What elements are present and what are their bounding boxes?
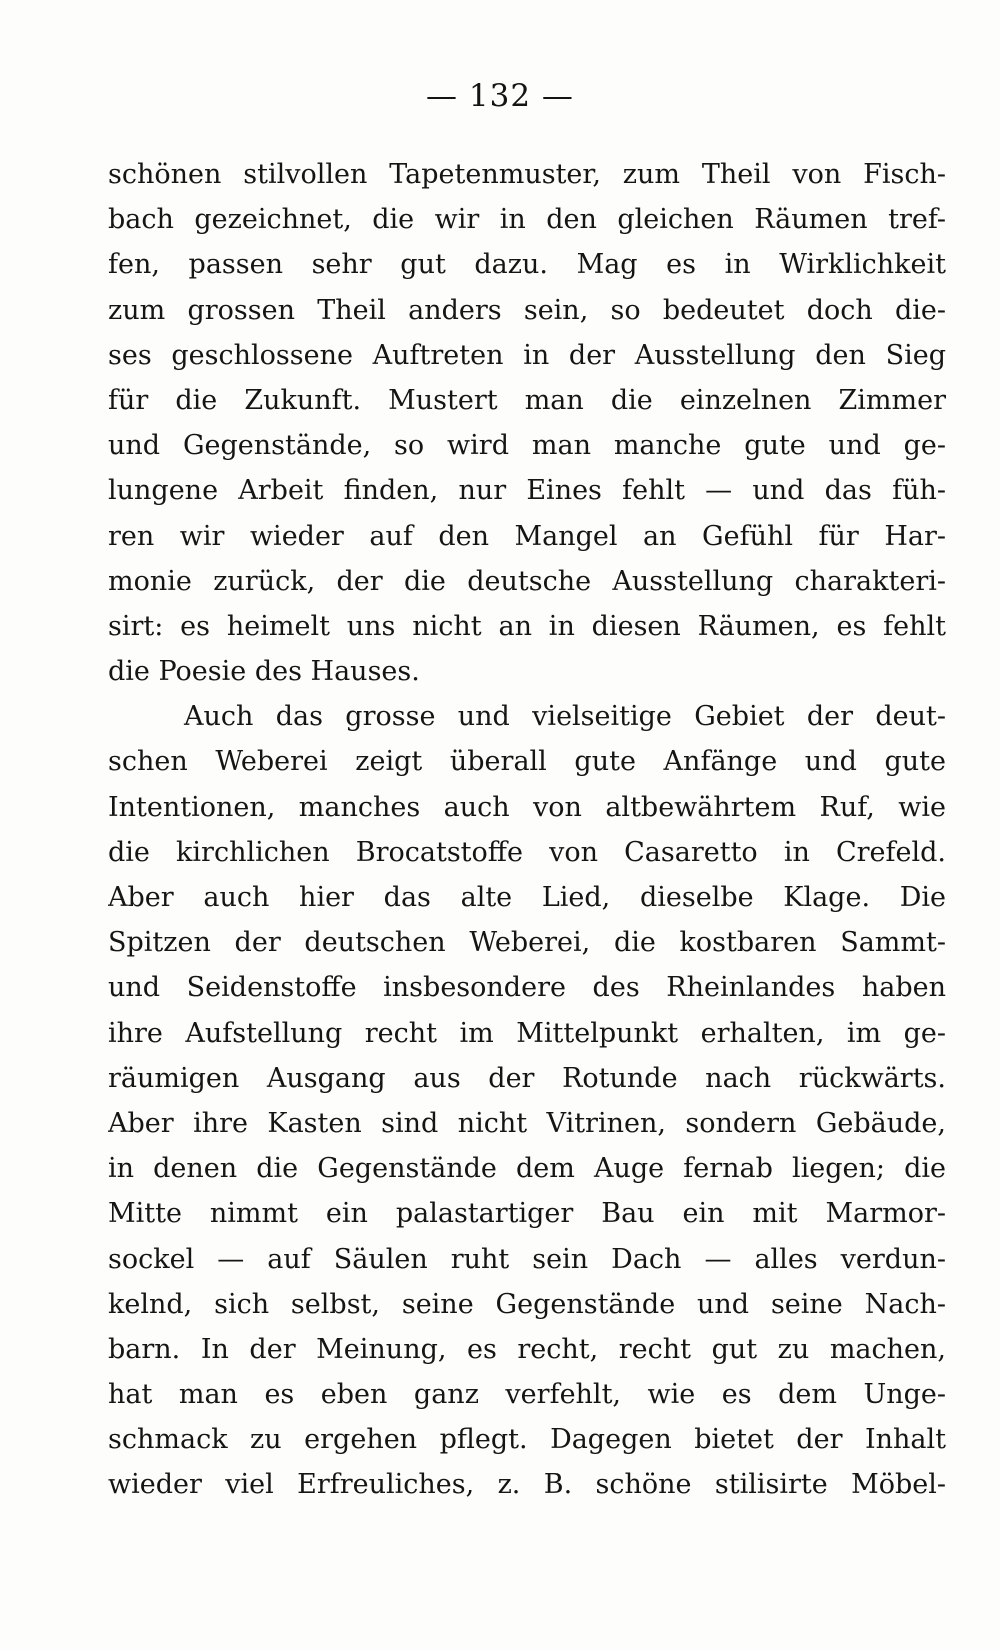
text-line-24: Mitte nimmt ein palastartiger Bau ein mit Marmor- (108, 1198, 946, 1230)
text-line-17: Aber auch hier das alte Lied, dieselbe Klage. Die (108, 882, 946, 913)
text-line-1: schönen stilvollen Tapetenmuster, zum Theil von Fisch- (108, 159, 946, 190)
text-line-22: Aber ihre Kasten sind nicht Vitrinen, sondern Gebäude, (108, 1107, 946, 1139)
text-line-4: zum grossen Theil anders sein, so bedeutet doch die- (108, 294, 946, 326)
text-line-26: kelnd, sich selbst, seine Gegenstände und seine Nach- (108, 1288, 946, 1320)
text-line-9: ren wir wieder auf den Mangel an Gefühl für Har- (108, 520, 946, 552)
text-line-23: in denen die Gegenstände dem Auge fernab liegen; die (108, 1153, 946, 1185)
text-line-28: hat man es eben ganz verfehlt, wie es dem Unge- (108, 1379, 946, 1411)
text-line-29: schmack zu ergehen pflegt. Dagegen bietet der Inhalt (108, 1424, 946, 1456)
text-line-15: Intentionen, manches auch von altbewährtem Ruf, wie (108, 791, 946, 823)
text-line-13: Auch das grosse und vielseitige Gebiet der deut- (184, 701, 946, 733)
text-line-6: für die Zukunft. Mustert man die einzelnen Zimmer (108, 384, 946, 416)
text-line-11: sirt: es heimelt uns nicht an in diesen Räumen, es fehlt (108, 610, 946, 642)
text-line-2: bach gezeichnet, die wir in den gleichen Räumen tref- (108, 204, 946, 236)
text-line-27: barn. In der Meinung, es recht, recht gut zu machen, (108, 1333, 946, 1365)
text-line-25: sockel — auf Säulen ruht sein Dach — alles verdun- (108, 1243, 946, 1275)
body-text (108, 152, 946, 1508)
page-number: — 132 — (426, 78, 574, 114)
text-line-5: ses geschlossene Auftreten in der Ausstellung den Sieg (108, 339, 946, 371)
text-line-3: fen, passen sehr gut dazu. Mag es in Wirklichkeit (108, 249, 946, 281)
text-line-10: monie zurück, der die deutsche Ausstellung charakteri- (108, 565, 946, 597)
text-line-30: wieder viel Erfreuliches, z. B. schöne stilisirte Möbel- (108, 1469, 946, 1501)
text-line-21: räumigen Ausgang aus der Rotunde nach rückwärts. (108, 1062, 946, 1094)
text-line-8: lungene Arbeit finden, nur Eines fehlt — und das füh- (108, 475, 946, 507)
text-line-14: schen Weberei zeigt überall gute Anfänge und gute (108, 746, 946, 778)
text-line-16: die kirchlichen Brocatstoffe von Casaretto in Crefeld. (108, 836, 946, 868)
text-line-19: und Seidenstoffe insbesondere des Rheinlandes haben (108, 972, 946, 1004)
text-line-18: Spitzen der deutschen Weberei, die kostbaren Sammt- (108, 927, 946, 959)
text-line-12: die Poesie des Hauses. (108, 656, 420, 688)
text-line-7: und Gegenstände, so wird man manche gute und ge- (108, 430, 946, 462)
text-line-20: ihre Aufstellung recht im Mittelpunkt erhalten, im ge- (108, 1017, 946, 1049)
